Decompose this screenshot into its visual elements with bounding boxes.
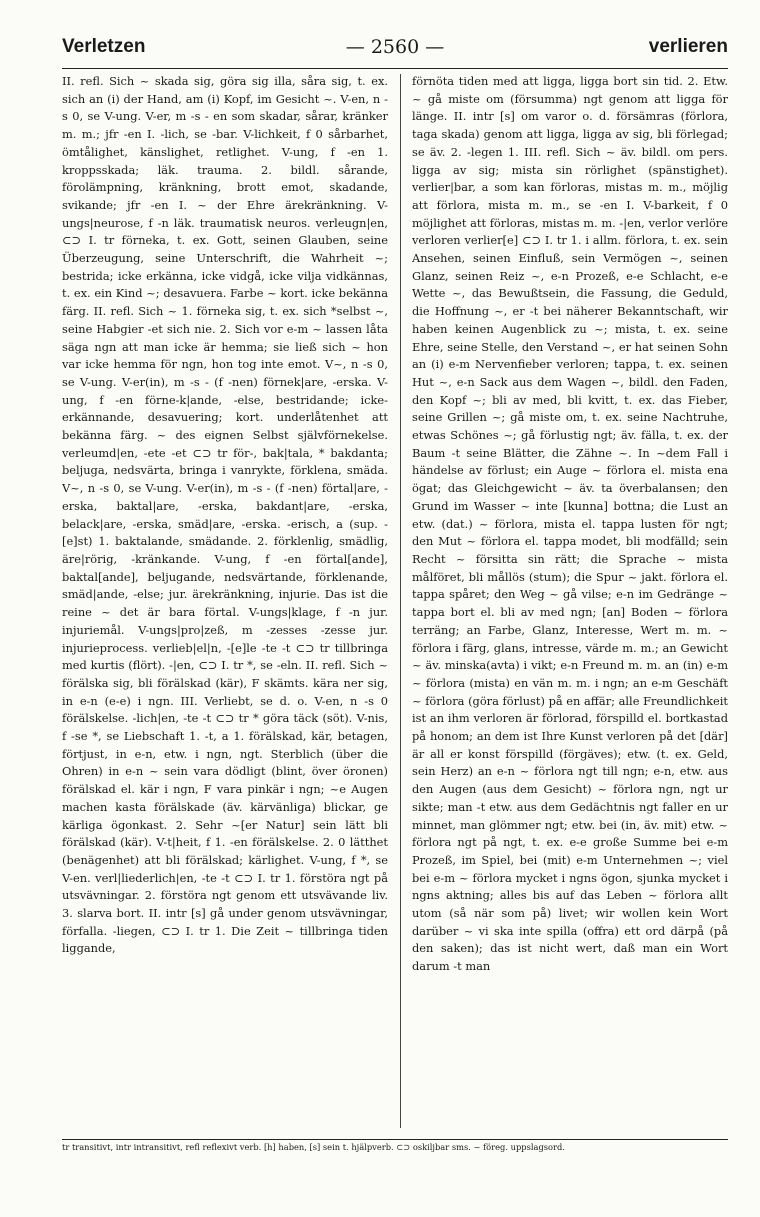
right-column-text: förnöta tiden med att ligga, ligga bort sin tid. 2. Etw. ~ gå miste om (försumma) ngt genom att ligga för länge. II. intr [s] om varor o. d. försämras (förlora, taga skada) genom att ligga, ligga av sig, bli förlegad; se äv. 2. -legen 1. III. refl. Sich ~ äv. bildl. om pers. ligga av sig; mista sin rörlighet (spänstighet). verlier|bar, a som kan förloras, mistas m. m., möjlig att förlora, mista m. m., se -en I. V-barkeit, f 0 möjlighet att förloras, mistas m. m. -|en, verlor verlöre verloren verlier[e] ⊂⊃ I. tr 1. i allm. förlora, t. ex. sein Ansehen, seinen Einfluß, sein Vermögen ~, seinen Glanz, seinen Reiz ~, e-n Prozeß, e-e Schlacht, e-e Wette ~, das Bewußtsein, die Fassung, die Geduld, die Hoffnung ~, er -t bei näherer Bekanntschaft, wir haben keinen Augenblick zu ~; mista, t. ex. seine Ehre, seine Stelle, den Verstand ~, er hat seinen Sohn an (i) e-m Nervenfieber verloren; tappa, t. ex. seinen Hut ~, e-n Sack aus dem Wagen ~, bildl. den Faden, den Kopf ~; bli av med, bli kvitt, t. ex. das Fieber, seine Grillen ~; gå miste om, t. ex. seine Nachtruhe, etwas Schönes ~; gå förlustig ngt; äv. fälla, t. ex. der Baum -t seine Blätter, die Zähne ~. In ~dem Fall i händelse av förlust; ein Auge ~ förlora el. mista ena ögat; das Gleichgewicht ~ äv. ta överbalansen; den Grund im Wasser ~ inte [kunna] bottna; die Lust an etw. (dat.) ~ förlora, mista el. tappa lusten för ngt; den Mut ~ förlora el. tappa modet, bli modfälld; sein Recht ~ försitta sin rätt; die Sprache ~ mista målföret, bli mållös (stum); die Spur ~ jakt. förlora el. tappa spåret; den Weg ~ gå vilse; e-n im Gedränge ~ tappa bort el. bli av med ngn; [an] Boden ~ förlora terräng; an Farbe, Glanz, Interesse, Wert m. m. ~ förlora i färg, glans, intresse, värde m. m.; an Gewicht ~ äv. minska(avta) i vikt; e-n Freund m. m. an (in) e-m ~ förlora (mista) en vän m. m. i ngn; an e-m Geschäft ~ förlora (göra förlust) på en affär; alle Freundlichkeit ist an ihm verloren är förlorad, förspilld el. bortkastad på honom; an dem ist Ihre Kunst verloren på det [där] är all er konst förspilld (förgäves); etw. (t. ex. Geld, sein Herz) an e-n ~ förlora ngt till ngn; e-n, etw. aus den Augen (aus dem Gesicht) ~ förlora ngn, ngt ur sikte; man -t etw. aus dem Gedächtnis ngt faller en ur minnet, man glömmer ngt; etw. bei (in, äv. mit) etw. ~ förlora ngt på ngt, t. ex. e-e große Summe bei e-m Prozeß, im Spiel, bei (mit) e-m Unternehmen ~; viel bei e-m ~ förlora mycket i ngns ögon, sjunka mycket i ngns aktning; alles bis auf das Leben ~ förlora allt utom (så när som på) livet; wir wollen kein Wort darüber ~ vi ska inte spilla (offra) ett ord därpå (på den saken); das ist nicht wert, daß man ein Wort darum -t man — [412, 74, 728, 974]
left-column-text: II. refl. Sich ~ skada sig, göra sig illa, såra sig, t. ex. sich an (i) der Hand, am (i) Kopf, im Gesicht ~. V-en, n -s 0, se V-ung. V-er, m -s - en som skadar, sårar, kränker m. m.; jfr -en I. -lich, se -bar. V-lichkeit, f 0 sårbarhet, ömtålighet, känslighet, retlighet. V-ung, f -en 1. kroppsskada; läk. trauma. 2. bildl. sårande, förolämpning, kränkning, brott emot, skadande, svikande; jfr -en I. ~ der Ehre ärekränkning. V-ungs|neurose, f -n läk. traumatisk neuros. verleugn|en, ⊂⊃ I. tr förneka, t. ex. Gott, seinen Glauben, seine Überzeugung, seine Unterschrift, die Wahrheit ~; bestrida; icke erkänna, icke vidgå, icke vilja vidkännas, t. ex. ein Kind ~; desavuera. Farbe ~ kort. icke bekänna färg. II. refl. Sich ~ 1. förneka sig, t. ex. sich *selbst ~, seine Habgier -et sich nie. 2. Sich vor e-m ~ lassen låta säga ngn att man icke är hemma; sie ließ sich ~ hon var icke hemma för ngn, hon tog inte emot. V~, n -s 0, se V-ung. V-er(in), m -s - (f -nen) förnek|are, -erska. V-ung, f -en förne-k|ande, -else, bestridande; icke-erkännande, desavuering; kort. underlåtenhet att bekänna färg. ~ des eignen Selbst självförnekelse. verleumd|en, -ete -et ⊂⊃ tr för-, bak|tala, * bakdanta; beljuga, nedsvärta, bringa i vanrykte, förklena, smäda. V~, n -s 0, se V-ung. V-er(in), m -s - (f -nen) förtal|are, -erska, baktal|are, -erska, bakdant|are, -erska, belack|are, -erska, smäd|are, -erska. -erisch, a (sup. -[e]st) 1. baktalande, smädande. 2. förklenlig, smädlig, äre|rörig, -kränkande. V-ung, f -en förtal[ande], baktal[ande], beljugande, nedsvärtande, förklenande, smäd|ande, -else; jur. ärekränkning, injurie. Das ist die reine ~ det är bara förtal. V-ungs|klage, f -n jur. injuriemål. V-ungs|pro|zeß, m -zesses -zesse jur. injurieprocess. verlieb|el|n, -[e]le -te -t ⊂⊃ tr tillbringa med kurtis (flört). -|en, ⊂⊃ I. tr *, se -eln. II. refl. Sich ~ förälska sig, bli förälskad (kär), F skämts. kära ner sig, in e-n (e-e) i ngn. III. Verliebt, se d. o. V-en, n -s 0 förälskelse. -lich|en, -te -t ⊂⊃ tr * göra täck (söt). V-nis, f -se *, se Liebschaft 1. -t, a 1. förälskad, kär, betagen, förtjust, in e-n, etw. i ngn, ngt. Sterblich (über die Ohren) in e-n ~ sein vara dödligt (blint, över öronen) förälskad el. kär i ngn, F vara pinkär i ngn; ~e Augen machen kasta förälskade (äv. kärvänliga) blickar, ge kärliga ögonkast. 2. Sehr ~[er Natur] sein lätt bli förälskad (kär). V-t|heit, f 1. -en förälskelse. 2. 0 lätthet (benägenhet) att bli förälskad; kärlighet. V-ung, f *, se V-en. verl|liederlich|en, -te -t ⊂⊃ I. tr 1. förstöra ngt på utsvävningar. 2. förstöra ngt genom ett utsvävande liv. 3. slarva bort. II. intr [s] gå under genom utsvävningar, förfalla. -liegen, ⊂⊃ I. tr 1. Die Zeit ~ tillbringa tiden liggande, — [62, 74, 388, 956]
abbreviation-footer: tr transitivt, intr intransitivt, refl reflexivt verb. [h] haben, [s] sein t. hjälpverb. ⊂⊃ oskiljbar sms. ~ föreg. uppslagsord. — [62, 1142, 565, 1152]
column-divider — [400, 74, 401, 1128]
page-number: — 2560 — — [345, 36, 445, 58]
right-column — [412, 73, 728, 1133]
left-column — [62, 73, 388, 1133]
header-left-guide-word: Verletzen — [62, 36, 146, 57]
header-right-guide-word: verlieren — [648, 36, 728, 57]
header-rule — [62, 68, 728, 69]
page-header — [62, 36, 728, 66]
footer-rule — [62, 1139, 728, 1140]
